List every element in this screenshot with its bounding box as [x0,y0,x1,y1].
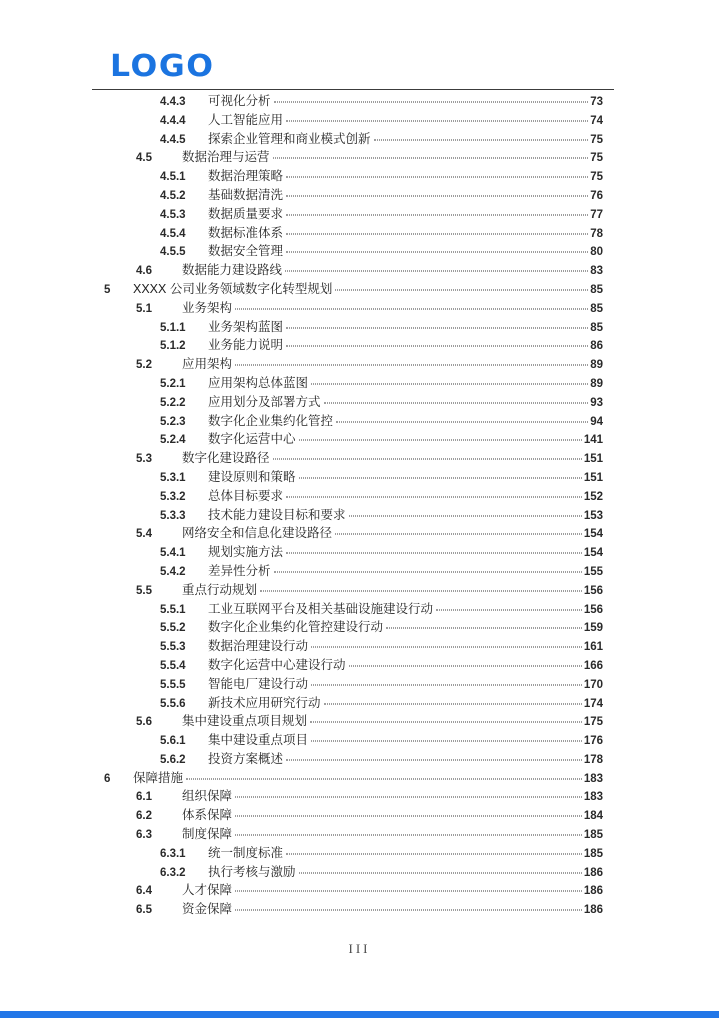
toc-dot-leader [235,365,588,366]
toc-entry-number: 4.4.4 [160,114,186,127]
toc-dot-leader [311,684,582,685]
toc-entry-title: 数据标准体系 [208,225,284,240]
toc-entry-title: 数据安全管理 [208,244,284,259]
toc-entry-title: 制度保障 [182,827,233,842]
toc-entry-number: 6.2 [136,810,152,823]
toc-entry-title: 人才保障 [182,883,233,898]
toc-entry-title: 可视化分析 [208,94,271,108]
toc-dot-leader [235,835,582,836]
company-logo: LOGO [110,49,215,84]
toc-dot-leader [286,346,588,347]
toc-entry[interactable] [0,731,719,750]
toc-dot-leader [299,872,582,873]
table-of-contents [0,92,719,919]
toc-entry-title: 数字化企业集约化管控建设行动 [208,620,384,635]
toc-entry-page: 155 [583,565,603,578]
toc-entry-page: 159 [583,622,603,635]
toc-entry-title: 应用划分及部署方式 [208,394,321,409]
toc-entry-number: 5 [104,283,111,296]
toc-entry-title: 业务架构蓝图 [208,319,284,334]
toc-dot-leader [285,271,588,272]
toc-entry-page: 85 [590,302,603,315]
toc-entry-number: 5.3.2 [160,490,186,503]
toc-entry-page: 183 [583,791,603,804]
toc-entry[interactable] [0,863,719,882]
toc-entry-number: 5.2.3 [160,415,186,428]
toc-entry-title: 探索企业管理和商业模式创新 [208,131,371,146]
toc-entry-page: 151 [583,453,603,466]
toc-dot-leader [286,853,582,854]
toc-dot-leader [274,102,589,103]
toc-entry-title: 数据治理建设行动 [208,639,309,654]
toc-entry[interactable] [0,299,719,318]
toc-entry-title: 总体目标要求 [208,488,284,503]
toc-entry[interactable] [0,280,719,299]
toc-dot-leader [311,741,582,742]
toc-entry-title: 重点行动规划 [182,582,258,597]
toc-entry-number: 6.3.2 [160,866,186,879]
toc-entry[interactable] [0,374,719,393]
toc-dot-leader [336,421,588,422]
toc-dot-leader [299,477,582,478]
toc-entry[interactable] [0,148,719,167]
footer-page-number: III [348,941,371,956]
toc-dot-leader [235,308,588,309]
toc-entry-page: 75 [590,133,603,146]
toc-entry-title: 资金保障 [182,902,233,917]
toc-entry-number: 5.2.2 [160,396,186,409]
toc-entry[interactable] [0,712,719,731]
toc-entry-page: 83 [590,265,603,278]
toc-entry-title: 规划实施方法 [208,545,284,560]
toc-dot-leader [311,647,582,648]
toc-entry[interactable] [0,487,719,506]
toc-entry-number: 4.5.4 [160,227,186,240]
toc-entry-number: 5.3 [136,453,152,466]
toc-entry-number: 5.2 [136,359,152,372]
toc-dot-leader [186,778,582,779]
toc-dot-leader [349,665,582,666]
toc-entry-title: 数字化运营中心建设行动 [208,657,346,672]
toc-dot-leader [286,120,588,121]
toc-entry-page: 141 [583,434,603,447]
toc-entry-number: 6 [104,772,111,785]
toc-entry[interactable] [0,844,719,863]
toc-entry-page: 154 [583,528,603,541]
toc-entry-page: 75 [590,152,603,165]
toc-entry-number: 5.5.6 [160,697,186,710]
toc-entry-page: 73 [590,96,603,108]
toc-dot-leader [235,891,582,892]
toc-entry-page: 94 [590,415,603,428]
toc-entry-number: 5.5.5 [160,678,186,691]
toc-entry-number: 5.5 [136,584,152,597]
toc-entry-title: 数据能力建设路线 [182,263,283,278]
toc-entry-number: 5.5.2 [160,622,186,635]
toc-entry[interactable] [0,769,719,788]
toc-entry-number: 6.1 [136,791,152,804]
toc-entry-number: 5.3.1 [160,471,186,484]
toc-entry[interactable] [0,318,719,337]
toc-entry-page: 76 [590,189,603,202]
toc-entry-title: 投资方案概述 [208,751,284,766]
toc-entry-page: 170 [583,678,603,691]
toc-entry[interactable] [0,92,719,111]
toc-entry-title: 新技术应用研究行动 [208,695,321,710]
toc-entry-page: 78 [590,227,603,240]
toc-entry-number: 5.6.1 [160,735,186,748]
toc-entry[interactable] [0,675,719,694]
toc-entry-title: 基础数据清洗 [208,187,284,202]
toc-entry-title: 数据质量要求 [208,206,284,221]
toc-entry-number: 5.2.4 [160,434,186,447]
toc-entry[interactable] [0,412,719,431]
toc-entry-number: 6.3.1 [160,847,186,860]
toc-entry-title: 数字化企业集约化管控 [208,413,334,428]
toc-entry[interactable] [0,242,719,261]
toc-dot-leader [286,759,582,760]
toc-dot-leader [311,383,588,384]
toc-entry[interactable] [0,881,719,900]
toc-entry-title: 应用架构 [182,357,233,372]
toc-dot-leader [436,609,582,610]
toc-entry[interactable] [0,224,719,243]
toc-entry-page: 75 [590,171,603,184]
toc-entry-number: 6.3 [136,829,152,842]
toc-dot-leader [235,816,582,817]
toc-entry[interactable] [0,111,719,130]
toc-entry[interactable] [0,261,719,280]
toc-dot-leader [286,252,588,253]
toc-entry-number: 5.4.2 [160,565,186,578]
toc-entry-number: 4.5.2 [160,189,186,202]
toc-entry-page: 74 [590,114,603,127]
toc-entry[interactable] [0,524,719,543]
toc-entry[interactable] [0,581,719,600]
toc-entry-number: 5.3.3 [160,509,186,522]
toc-entry-page: 152 [583,490,603,503]
toc-entry-page: 174 [583,697,603,710]
toc-dot-leader [324,402,589,403]
toc-entry-title: 差异性分析 [208,563,271,578]
toc-entry-title: 集中建设重点项目规划 [182,714,308,729]
toc-entry[interactable] [0,468,719,487]
toc-entry-title: 业务架构 [182,300,233,315]
toc-dot-leader [235,797,582,798]
toc-entry-page: 176 [583,735,603,748]
toc-entry-number: 5.1.1 [160,321,186,334]
toc-entry-page: 80 [590,246,603,259]
toc-entry-page: 77 [590,208,603,221]
toc-entry-number: 4.5.3 [160,208,186,221]
toc-entry-number: 5.2.1 [160,377,186,390]
toc-dot-leader [273,459,582,460]
toc-dot-leader [286,195,588,196]
toc-entry-title: 数字化运营中心 [208,432,296,447]
toc-entry-page: 184 [583,810,603,823]
toc-entry-number: 4.5 [136,152,152,165]
toc-dot-leader [286,553,582,554]
toc-entry-title: 统一制度标准 [208,845,284,860]
toc-dot-leader [349,515,582,516]
toc-entry-page: 89 [590,359,603,372]
toc-entry-number: 6.4 [136,885,152,898]
toc-entry-title: 集中建设重点项目 [208,733,309,748]
toc-dot-leader [374,139,589,140]
toc-entry-title: 工业互联网平台及相关基础设施建设行动 [208,601,434,616]
toc-entry-page: 161 [583,641,603,654]
toc-entry-page: 153 [583,509,603,522]
toc-dot-leader [286,327,588,328]
toc-entry-page: 156 [583,584,603,597]
toc-entry-page: 86 [590,340,603,353]
toc-entry-page: 93 [590,396,603,409]
page-bottom-accent-bar [0,1011,719,1018]
toc-entry-number: 5.4.1 [160,547,186,560]
toc-entry[interactable] [0,506,719,525]
toc-dot-leader [286,214,588,215]
toc-entry-title: 应用架构总体蓝图 [208,375,309,390]
toc-dot-leader [286,233,588,234]
toc-dot-leader [286,177,588,178]
toc-dot-leader [273,158,589,159]
toc-entry-page: 185 [583,847,603,860]
toc-entry[interactable] [0,656,719,675]
toc-entry[interactable] [0,900,719,919]
toc-entry-number: 4.6 [136,265,152,278]
toc-entry[interactable] [0,205,719,224]
toc-dot-leader [286,496,582,497]
toc-entry[interactable] [0,543,719,562]
toc-entry[interactable] [0,393,719,412]
toc-dot-leader [310,722,582,723]
toc-entry-number: 5.6 [136,716,152,729]
toc-entry[interactable] [0,355,719,374]
toc-dot-leader [299,440,582,441]
toc-dot-leader [260,590,582,591]
toc-entry[interactable] [0,336,719,355]
toc-entry-number: 4.4.3 [160,96,186,108]
toc-entry-page: 89 [590,377,603,390]
toc-entry-title: 技术能力建设目标和要求 [208,507,346,522]
toc-entry[interactable] [0,806,719,825]
toc-entry-page: 85 [590,283,603,296]
toc-entry-page: 154 [583,547,603,560]
toc-entry-number: 5.1.2 [160,340,186,353]
toc-entry-title: 建设原则和策略 [208,469,296,484]
toc-entry-title: 业务能力说明 [208,338,284,353]
toc-entry-title: XXXX 公司业务领域数字化转型规划 [133,281,333,296]
toc-entry-page: 183 [583,772,603,785]
toc-entry-title: 智能电厂建设行动 [208,676,309,691]
toc-dot-leader [235,910,582,911]
toc-entry-page: 166 [583,659,603,672]
toc-entry-title: 执行考核与激励 [208,864,296,879]
toc-entry[interactable] [0,750,719,769]
toc-entry[interactable] [0,637,719,656]
toc-entry-page: 156 [583,603,603,616]
toc-entry-title: 保障措施 [133,770,184,785]
toc-entry-number: 5.1 [136,302,152,315]
toc-entry-number: 5.4 [136,528,152,541]
toc-entry-title: 数据治理与运营 [182,150,270,165]
toc-entry-title: 数字化建设路径 [182,451,270,466]
toc-entry-page: 185 [583,829,603,842]
toc-entry-number: 5.5.3 [160,641,186,654]
toc-entry-title: 组织保障 [182,789,233,804]
toc-dot-leader [335,289,588,290]
toc-entry-page: 186 [583,866,603,879]
toc-dot-leader [274,571,582,572]
toc-dot-leader [335,534,582,535]
toc-entry-number: 4.5.1 [160,171,186,184]
toc-entry-number: 5.5.4 [160,659,186,672]
toc-entry[interactable] [0,186,719,205]
toc-entry-title: 人工智能应用 [208,112,284,127]
header-divider [92,89,614,90]
toc-entry-page: 175 [583,716,603,729]
toc-entry-page: 151 [583,471,603,484]
toc-entry[interactable] [0,430,719,449]
toc-entry-title: 体系保障 [182,808,233,823]
toc-entry-number: 6.5 [136,904,152,917]
toc-entry-page: 178 [583,753,603,766]
toc-entry-page: 186 [583,904,603,917]
toc-entry-title: 数据治理策略 [208,169,284,184]
toc-entry[interactable] [0,787,719,806]
toc-entry-number: 4.5.5 [160,246,186,259]
toc-entry[interactable] [0,562,719,581]
toc-entry-number: 5.6.2 [160,753,186,766]
toc-entry[interactable] [0,618,719,637]
toc-entry[interactable] [0,167,719,186]
toc-dot-leader [324,703,582,704]
toc-entry-number: 5.5.1 [160,603,186,616]
toc-entry-page: 85 [590,321,603,334]
toc-entry[interactable] [0,600,719,619]
toc-entry[interactable] [0,694,719,713]
toc-entry[interactable] [0,449,719,468]
toc-dot-leader [386,628,582,629]
toc-entry[interactable] [0,130,719,149]
toc-entry-number: 4.4.5 [160,133,186,146]
toc-entry[interactable] [0,825,719,844]
toc-entry-title: 网络安全和信息化建设路径 [182,526,333,541]
toc-entry-page: 186 [583,885,603,898]
